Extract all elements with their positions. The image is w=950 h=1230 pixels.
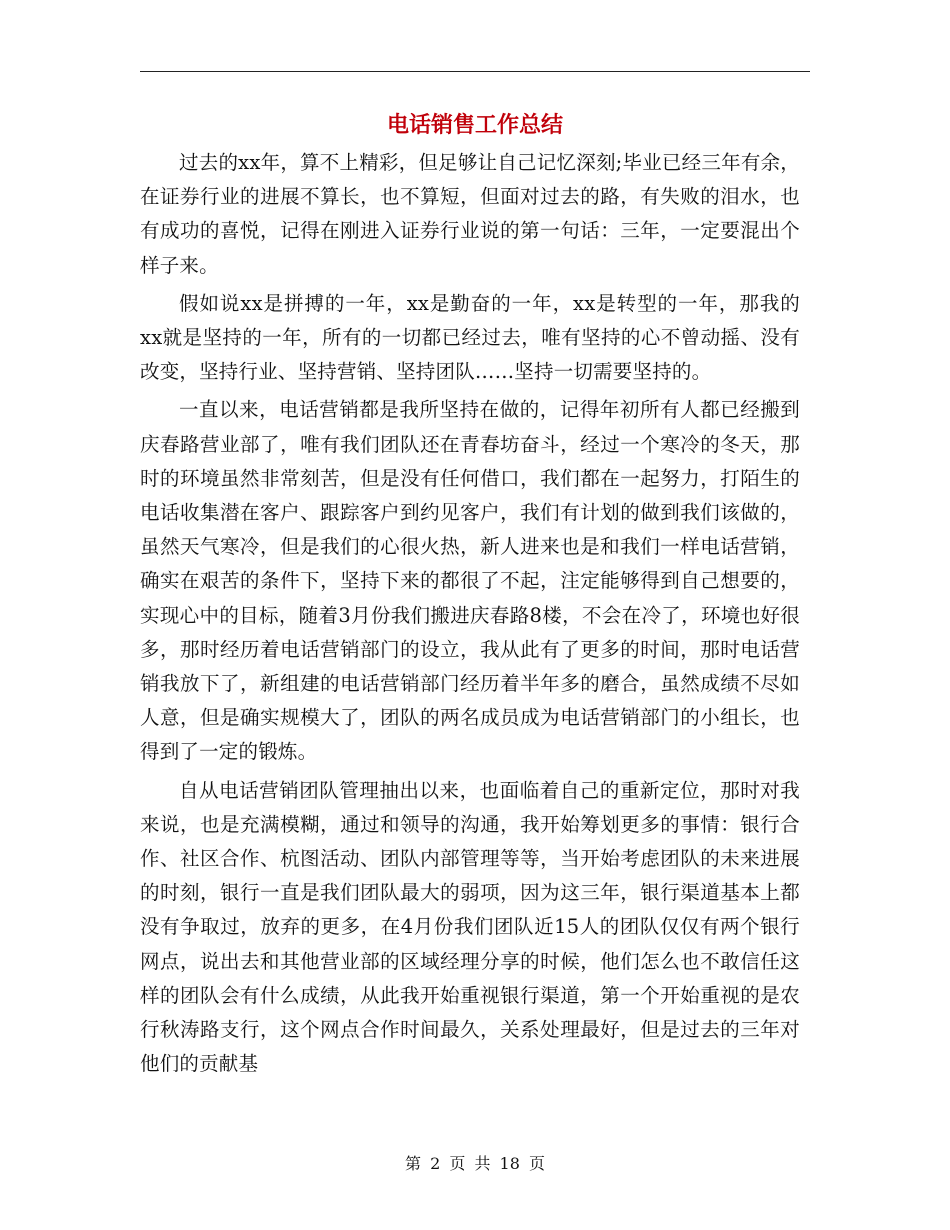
paragraph-2: 假如说xx是拼搏的一年，xx是勤奋的一年，xx是转型的一年，那我的xx就是坚持的一年，所有的一切都已经过去，唯有坚持的心不曾动摇、没有改变，坚持行业、坚持营销、坚持团队……坚持一切需要坚持的。 (140, 291, 800, 384)
paragraph-4: 自从电话营销团队管理抽出以来，也面临着自己的重新定位，那时对我来说，也是充满模糊，通过和领导的沟通，我开始筹划更多的事情：银行合作、社区合作、杭图活动、团队内部管理等等，当开始考虑团队的未来进展的时刻，银行一直是我们团队最大的弱项，因为这三年，银行渠道基本上都没有争取过，放弃的更多，在4月份我们团队近15人的团队仅仅有两个银行网点，说出去和其他营业部的区域经理分享的时候，他们怎么也不敢信任这样的团队会有什么成绩，从此我开始重视银行渠道，第一个开始重视的是农行秋涛路支行，这个网点合作时间最久，关系处理最好，但是过去的三年对他们的贡献基 (140, 778, 800, 1076)
document-title: 电话销售工作总结 (386, 113, 563, 138)
paragraph-1: 过去的xx年，算不上精彩，但足够让自己记忆深刻;毕业已经三年有余，在证券行业的进展不算长，也不算短，但面对过去的路，有失败的泪水，也有成功的喜悦，记得在刚进入证券行业说的第一句话：三年，一定要混出个样子来。 (140, 151, 800, 277)
document-body (140, 146, 800, 1085)
page-number-footer: 第 2 页 共 18 页 (405, 1154, 545, 1173)
header-rule (140, 71, 810, 72)
paragraph-3: 一直以来，电话营销都是我所坚持在做的，记得年初所有人都已经搬到庆春路营业部了，唯有我们团队还在青春坊奋斗，经过一个寒冷的冬天，那时的环境虽然非常刻苦，但是没有任何借口，我们都在一起努力，打陌生的电话收集潜在客户、跟踪客户到约见客户，我们有计划的做到我们该做的，虽然天气寒冷，但是我们的心很火热，新人进来也是和我们一样电话营销，确实在艰苦的条件下，坚持下来的都很了不起，注定能够得到自己想要的，实现心中的目标，随着3月份我们搬进庆春路8楼，不会在冷了，环境也好很多，那时经历着电话营销部门的设立，我从此有了更多的时间，那时电话营销我放下了，新组建的电话营销部门经历着半年多的磨合，虽然成绩不尽如人意，但是确实规模大了，团队的两名成员成为电话营销部门的小组长，也得到了一定的锻炼。 (140, 398, 800, 764)
